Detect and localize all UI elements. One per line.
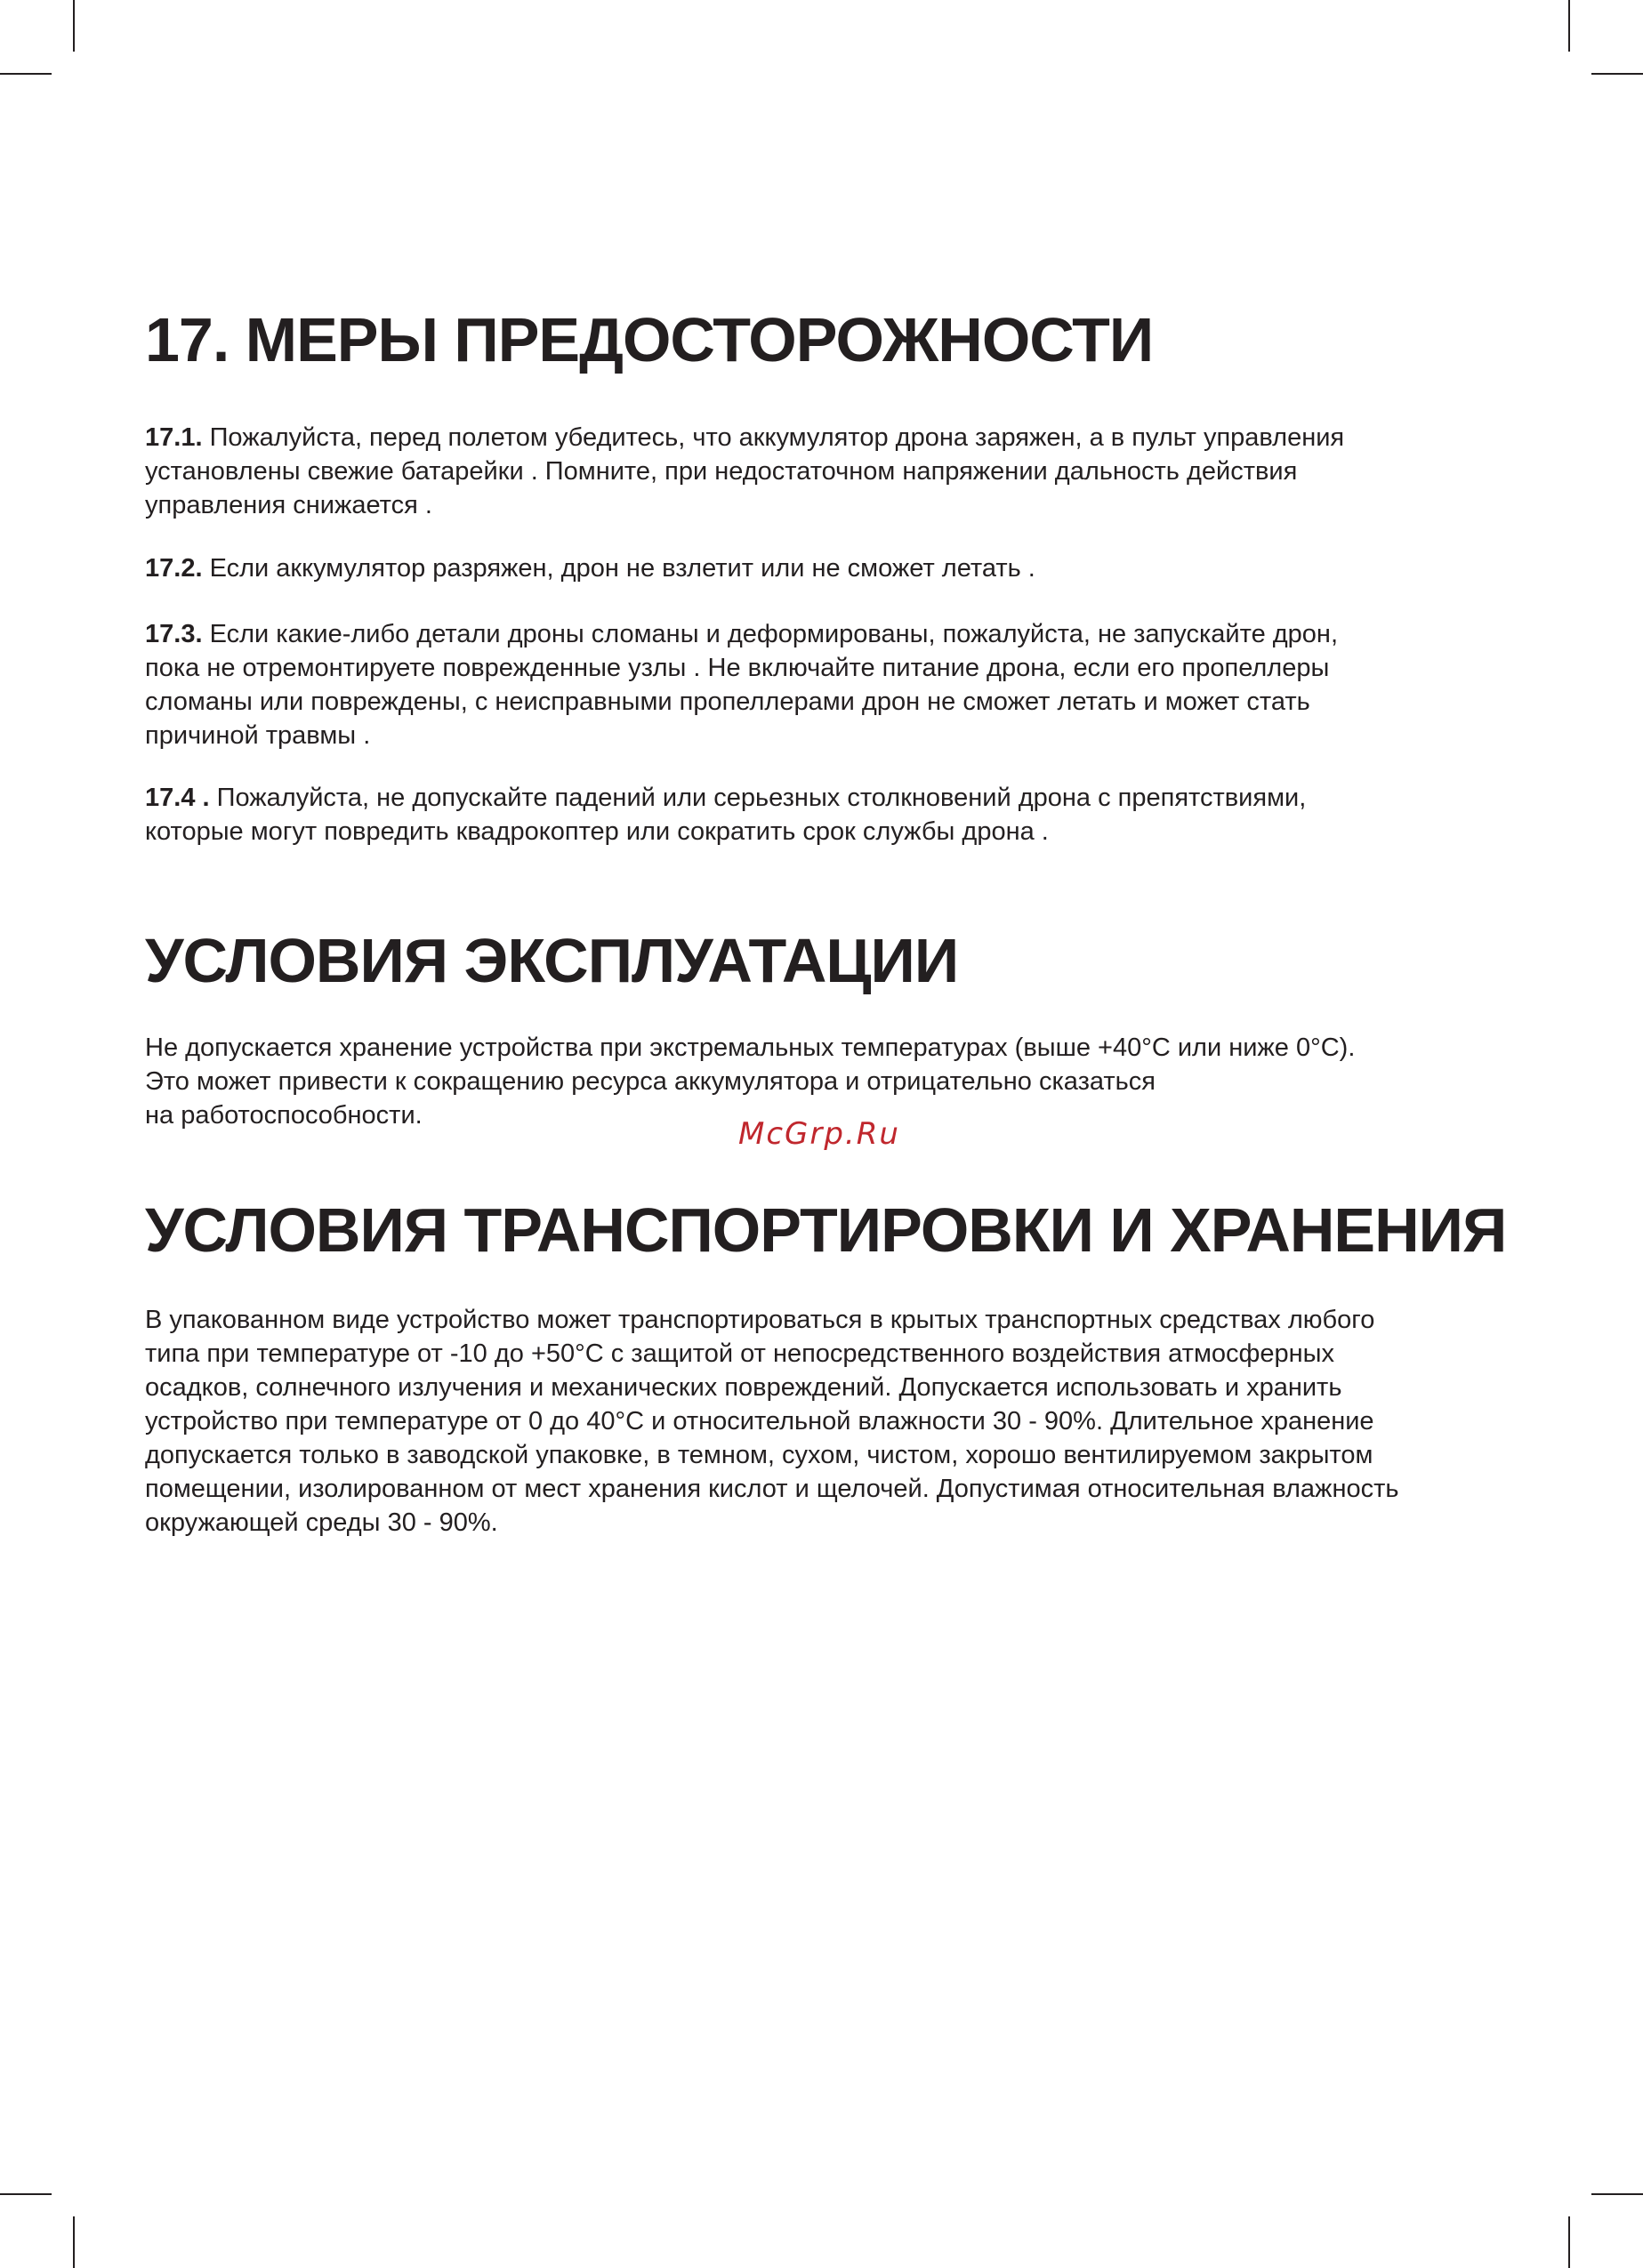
paragraph-line: Не допускается хранение устройства при экстремальных температурах (выше +40°С или ниже 0°С). xyxy=(145,1033,1356,1062)
item-text-line: Если аккумулятор разряжен, дрон не взлетит или не сможет летать . xyxy=(209,554,1035,583)
paragraph-line: окружающей среды 30 - 90%. xyxy=(145,1508,498,1537)
precaution-item-2 xyxy=(145,551,1533,585)
item-text-line: Пожалуйста, не допускайте падений или серьезных столкновений дрона с препятствиями, xyxy=(216,784,1307,812)
operation-heading: УСЛОВИЯ ЭКСПЛУАТАЦИИ xyxy=(145,926,959,995)
item-number: 17.2. xyxy=(145,554,203,583)
precautions-heading: 17. МЕРЫ ПРЕДОСТОРОЖНОСТИ xyxy=(145,305,1154,374)
crop-mark-top-left-vertical xyxy=(73,0,75,52)
crop-mark-top-left-horizontal xyxy=(0,73,52,75)
item-text-line: сломаны или повреждены, с неисправными пропеллерами дрон не сможет летать и может стать xyxy=(145,688,1310,716)
crop-mark-bottom-right-horizontal xyxy=(1591,2193,1643,2195)
crop-mark-bottom-right-vertical xyxy=(1568,2216,1570,2268)
crop-mark-top-right-horizontal xyxy=(1591,73,1643,75)
item-text-line: причиной травмы . xyxy=(145,721,371,750)
crop-mark-bottom-left-horizontal xyxy=(0,2193,52,2195)
precaution-item-3 xyxy=(145,617,1533,752)
precaution-item-4 xyxy=(145,781,1533,848)
item-text-line: управления снижается . xyxy=(145,491,432,519)
crop-mark-top-right-vertical xyxy=(1568,0,1570,52)
paragraph-line: устройство при температуре от 0 до 40°С и относительной влажности 30 - 90%. Длительное хранение xyxy=(145,1407,1374,1436)
paragraph-line: Это может привести к сокращению ресурса аккумулятора и отрицательно сказаться xyxy=(145,1067,1156,1096)
item-number: 17.1. xyxy=(145,423,203,452)
item-text-line: установлены свежие батарейки . Помните, при недостаточном напряжении дальность действия xyxy=(145,457,1298,486)
item-number: 17.3. xyxy=(145,620,203,648)
paragraph-line: типа при температуре от -10 до +50°С с защитой от непосредственного воздействия атмосферных xyxy=(145,1339,1334,1368)
paragraph-line: допускается только в заводской упаковке, в темном, сухом, чистом, хорошо вентилируемом закрытом xyxy=(145,1441,1373,1469)
transport-heading: УСЛОВИЯ ТРАНСПОРТИРОВКИ И ХРАНЕНИЯ xyxy=(145,1195,1507,1265)
item-text-line: Если какие-либо детали дроны сломаны и деформированы, пожалуйста, не запускайте дрон, xyxy=(209,620,1339,648)
item-number: 17.4 . xyxy=(145,784,210,812)
crop-mark-bottom-left-vertical xyxy=(73,2216,75,2268)
paragraph-line: на работоспособности. xyxy=(145,1101,423,1130)
paragraph-line: осадков, солнечного излучения и механических повреждений. Допускается использовать и хранить xyxy=(145,1373,1342,1402)
transport-paragraph xyxy=(145,1303,1533,1540)
paragraph-line: В упакованном виде устройство может транспортироваться в крытых транспортных средствах любого xyxy=(145,1306,1375,1334)
paragraph-line: помещении, изолированном от мест хранения кислот и щелочей. Допустимая относительная влажность xyxy=(145,1475,1399,1503)
item-text-line: которые могут повредить квадрокоптер или сократить срок службы дрона . xyxy=(145,817,1049,846)
item-text-line: пока не отремонтируете поврежденные узлы . Не включайте питание дрона, если его пропеллеры xyxy=(145,654,1330,682)
watermark-link[interactable]: McGrp.Ru xyxy=(738,1116,900,1152)
item-text-line: Пожалуйста, перед полетом убедитесь, что аккумулятор дрона заряжен, а в пульт управления xyxy=(209,423,1345,452)
precaution-item-1 xyxy=(145,421,1533,522)
